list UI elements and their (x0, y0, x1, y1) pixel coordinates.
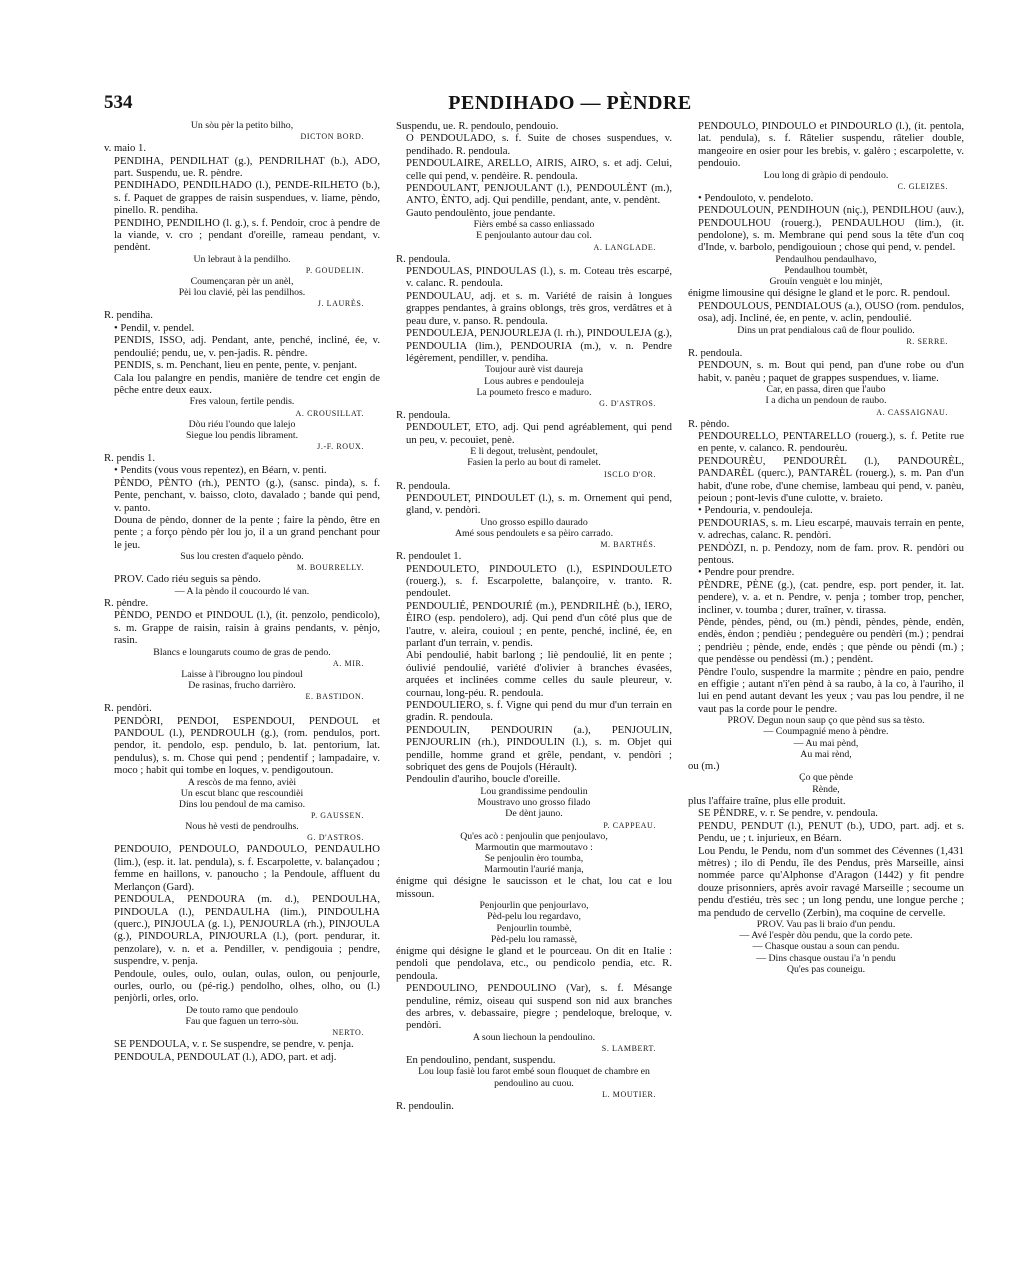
verse-quotation: Dins lou pendoul de ma camiso. (178, 799, 306, 811)
entry-paragraph: PENDOULET, ETO, adj. Qui pend agréablement, qui pend un peu, v. pecouiet, penè. (406, 421, 672, 446)
verse-quotation: Toujour aurè vist daureja (484, 364, 584, 376)
entry-paragraph: PENDOULAS, PINDOULAS (l.), s. m. Coteau très escarpé, v. calanc. R. pendoula. (406, 265, 672, 290)
text-columns (104, 120, 964, 1240)
verse-quotation: I a dicha un pendoun de raubo. (765, 395, 887, 407)
entry-paragraph: PENDIS, ISSO, adj. Pendant, ante, penché, incliné, ée, v. pendoulié; pendu, ue, v. pen-jadis. R. pèndre. (114, 334, 380, 359)
verse-quotation: PROV. Degun noun saup ço que pènd sus sa tèsto. (727, 715, 925, 727)
text-line: R. pendis 1. (104, 451, 156, 464)
verse-quotation: Dòu riéu l'oundo que lalejo (188, 418, 296, 430)
text-line: énigme qui désigne le gland et le pourceau. On dit en Italie : pendoli que pendolava, etc., ou pendicolo pendia, etc. R. pendoula. (396, 944, 672, 982)
verse-quotation: Car, en passa, diren que l'aubo (766, 384, 886, 396)
author-attribution: ISCLO D'OR. (603, 469, 656, 479)
entry-paragraph: PENDOURIAS, s. m. Lieu escarpé, mauvais terrain en pente, v. adrechas, calanc. R. pendòri. (698, 516, 964, 542)
author-attribution: S. LAMBERT. (601, 1043, 656, 1053)
entry-paragraph: En pendoulino, pendant, suspendu. (406, 1053, 556, 1066)
verse-quotation: Qu'es acò : penjoulin que penjoulavo, (460, 830, 608, 842)
verse-quotation: Pèd-pelu lou ramassè, (490, 933, 578, 945)
entry-paragraph: PENDOULAIRE, ARELLO, AIRIS, AIRO, s. et adj. Celui, celle qui pend, v. pendèire. R. pendoula. (406, 157, 672, 182)
verse-quotation: Marmoutin l'aurié manja, (484, 864, 584, 876)
verse-quotation: Penjourlin que penjourlavo, (479, 900, 589, 912)
text-line: R. pendiha. (104, 309, 153, 322)
entry-paragraph: PENDÒZI, n. p. Pendozy, nom de fam. prov. R. pendòri ou pentous. (698, 541, 964, 566)
verse-quotation: — Au mai pènd, (793, 737, 859, 749)
author-attribution: G. D'ASTROS. (599, 398, 656, 408)
entry-paragraph: PENDOULET, PINDOULET (l.), s. m. Ornement qui pend, gland, v. pendòri. (406, 491, 672, 517)
entry-paragraph: PENDOUIO, PENDOULO, PANDOULO, PENDAULHO (lim.), (esp. it. lat. pendula), s. f. Escarpolette, v. balançadou ; femme en haillons, v. panoucho ; la Pendoule, affluent du Merlançon (Gard). (114, 843, 380, 893)
verse-quotation: De touto ramo que pendoulo (185, 1004, 299, 1016)
entry-paragraph: • Pendits (vous vous repentez), en Béarn, v. penti. (114, 464, 327, 477)
verse-quotation: — Dins chasque oustau i'a 'n pendu (756, 952, 896, 964)
verse-quotation: — Avé l'espèr dòu pendu, que la cordo pete. (739, 930, 913, 942)
verse-quotation: De rasinas, frucho darrièro. (188, 680, 296, 692)
entry-paragraph: PENDOULIERO, s. f. Vigne qui pend du mur d'un terrain en gradin. R. pendoula. (406, 699, 672, 724)
verse-quotation: Laisse à l'ibrougno lou pindoul (181, 668, 303, 680)
verse-quotation: Uno grosso espillo daurado (480, 516, 588, 528)
entry-paragraph: PENDOUN, s. m. Bout qui pend, pan d'une robe ou d'un habit, v. panèu ; paquet de grappes suspendues, v. liame. (698, 359, 964, 384)
entry-paragraph: PENDOULA, PENDOULAT (l.), ADO, part. et adj. (114, 1050, 337, 1063)
entry-paragraph: PENDOULA, PENDOURA (m. d.), PENDOULHA, PINDOULA (l.), PENDAULHA (lim.), PINDOULHA (querc.), PINJOULA (g. l.), PENJOURLA (rh.), PINJOULA (g.), PINDOURLA, PINJOURLA (l.), (port. pendurar, it. penzolare), v. n. et a. Pendiller, v. pendigouia ; pendre, suspendre, v. penja. (114, 893, 380, 968)
verse-quotation: Pèi lou clavié, pèi las pendilhos. (178, 287, 306, 299)
author-attribution: P. GAUSSEN. (310, 811, 364, 821)
author-attribution: A. MIR. (332, 658, 364, 668)
author-attribution: P. GOUDELIN. (305, 266, 364, 276)
entry-paragraph: PENDOULIÉ, PENDOURIÉ (m.), PENDRILHÈ (b.), IERO, ÈIRO (esp. pendolero), adj. Qui pend d'un côté plus que de l'autre, v. aleira, couioul ; en pente, penché, incliné, ée, en parlant d'un terrain, v. pendis. (406, 599, 672, 650)
entry-paragraph: O PENDOULADO, s. f. Suite de choses suspendues, v. pendihado. R. pendoula. (406, 132, 672, 157)
verse-quotation: Fièrs embé sa casso enliassado (473, 219, 595, 231)
text-line: R. pèndo. (688, 417, 730, 430)
verse-quotation: Dins un prat pendialous caû de flour poulido. (737, 324, 915, 336)
text-line: R. pendòri. (104, 702, 152, 715)
verse-quotation: Fau que faguen un terro-sòu. (185, 1015, 299, 1027)
entry-paragraph: PENDU, PENDUT (l.), PENUT (b.), UDO, part. adj. et s. Pendu, ue ; t. injurieux, en Béarn. (698, 819, 964, 845)
entry-paragraph: Pèndre l'oulo, suspendre la marmite ; pèndre en paio, pendre en effigie ; autant n'i'en pènd à sa raubo, à la co, à l'auriho, il lui en pend autant devant les yeux ; vau pas lou pendre, il ne vaut pas la corde pour le pendre. (698, 665, 964, 715)
verse-quotation: Un sòu pèr la petito bilho, (190, 120, 294, 131)
entry-paragraph: PENDOULETO, PINDOULETO (l.), ESPINDOULETO (rouerg.), s. f. Escarpolette, balançoire, v. tranto. R. pendoulet. (406, 562, 672, 600)
entry-paragraph: • Pendil, v. pendel. (114, 321, 195, 334)
verse-quotation: Nous hè vesti de pendroulhs. (185, 821, 299, 833)
column-left (104, 120, 380, 1240)
entry-paragraph: Pendoule, oules, oulo, oulan, oulas, oulon, ou penjourle, ourles, ourlo, ou (pé-rig.) pendolho, olhes, olho, ou (l.) penjòrli, orles, orlo. (114, 967, 380, 1005)
verse-quotation: E li degout, trelusènt, pendoulet, (470, 446, 598, 458)
text-line: R. pendoula. (688, 346, 743, 359)
entry-paragraph: Pènde, pèndes, pènd, ou (m.) pèndi, pèndes, pènde, endèn, endès, èndon ; pendièu ; pendeguère ou pendèri (m.) ; pendrai ; pendrièu ; pènde, ende, endès ; que pènde ou pèndi (m.) ; que pendèsse ou pendèssi (m.) ; pendènt. (698, 616, 964, 666)
verse-quotation: Lou long di gràpio di pendoulo. (763, 169, 889, 181)
author-attribution: J.-F. ROUX. (317, 441, 364, 451)
verse-quotation: Penjourlin toumbè, (496, 922, 572, 934)
entry-paragraph: SE PENDOULA, v. r. Se suspendre, se pendre, v. penja. (114, 1038, 354, 1051)
entry-paragraph: • Pendre pour prendre. (698, 566, 795, 579)
entry-paragraph: PENDÒRI, PENDOI, ESPENDOUI, PENDOUL et PANDOUL (l.), PENDROULH (g.), (rom. pendulos, port. pendor, it. pendolo, esp. pendulo, b. lat. pentorium, lat. pendulus), s. m. Chose qui pend ; pendentif ; lampadaire, v. moco ; habit qui tombe en loques, v. pendigoutoun. (114, 714, 380, 777)
verse-quotation: Lous aubres e pendouleja (484, 375, 584, 387)
entry-paragraph: • Pendouloto, v. pendeloto. (698, 191, 814, 204)
verse-quotation: La poumeto fresco e maduro. (476, 386, 592, 398)
verse-quotation: De dènt jauno. (505, 808, 563, 820)
verse-quotation: Pendaulhou toumbèt, (784, 265, 868, 277)
author-attribution: L. MOUTIER. (602, 1089, 656, 1099)
text-line: ou (m.) (688, 760, 720, 773)
verse-quotation: Qu'es pas couneigu. (786, 963, 866, 975)
text-line: énigme limousine qui désigne le gland et le porc. R. pendoul. (688, 287, 951, 300)
entry-paragraph: PENDIHO, PENDILHO (l. g.), s. f. Pendoir, croc à pendre de la viande, v. cro ; pendant d'oreille, rameau pendant, v. pendènt. (114, 216, 380, 254)
author-attribution: E. BASTIDON. (305, 692, 364, 702)
verse-quotation: Siegue lou pendis librament. (185, 429, 299, 441)
verse-quotation: — Chasque oustau a soun can pendu. (752, 941, 900, 953)
entry-paragraph: PENDOULOUS, PENDIALOUS (a.), OUSO (rom. pendulos, osa), adj. Incliné, ée, en pente, v. aclin, pendoulié. (698, 299, 964, 325)
author-attribution: M. BOURRELLY. (296, 563, 364, 573)
entry-paragraph: PENDOULANT, PENJOULANT (l.), PENDOULÈNT (m.), ANTO, ÈNTO, adj. Qui pendille, pendant, ante, v. pendènt. (406, 182, 672, 207)
entry-paragraph: PENDOULAU, adj. et s. m. Variété de raisin à longues grappes pendantes, à grains oblongs, très gros, verdâtres et à peau dure, v. panso. R. pendoula. (406, 289, 672, 327)
text-line: R. pendoulin. (396, 1099, 454, 1112)
text-line: R. pendoula. (396, 408, 451, 421)
author-attribution: P. CAPPEAU. (603, 820, 656, 830)
verse-quotation: Pendaulhou pendaulhavo, (775, 253, 877, 265)
entry-paragraph: PENDOULO, PINDOULO et PINDOURLO (l.), (it. pentola, lat. pendula), s. f. Râtelier suspendu, râtelier double, mangeoire en osier pour les brebis, v. galèro ; escarpolette, v. pendouio. (698, 120, 964, 170)
text-line: R. pendoulet 1. (396, 550, 462, 563)
entry-paragraph: PENDIHADO, PENDILHADO (l.), PENDE-RILHETO (b.), s. f. Paquet de grappes de raisin suspendues, v. liame, pèndo, pinello. R. pendiha. (114, 179, 380, 217)
verse-quotation: Au mai rènd, (800, 748, 852, 760)
author-attribution: J. LAURÈS. (317, 299, 364, 309)
text-line: énigme qui désigne le saucisson et le chat, lou cat e lou missoun. (396, 875, 672, 900)
author-attribution: C. GLEIZES. (897, 181, 948, 191)
verse-quotation: Rènde, (812, 783, 840, 795)
verse-quotation: Ço que pènde (799, 772, 853, 784)
verse-quotation: Pèd-pelu lou regardavo, (487, 911, 581, 923)
verse-quotation: Marmoutin que marmoutavo : (475, 841, 593, 853)
entry-paragraph: PENDOURELLO, PENTARELLO (rouerg.), s. f. Petite rue en pente, v. calanco. R. pendourèu. (698, 429, 964, 455)
verse-quotation: E penjoulanto autour dau col. (476, 230, 592, 242)
verse-quotation: Se penjoulin èro toumba, (484, 852, 584, 864)
verse-quotation: Coumençaran pèr un anèl, (190, 276, 294, 288)
verse-quotation: Fasien la perlo au bout di ramelet. (467, 457, 601, 469)
author-attribution: G. D'ASTROS. (307, 833, 364, 843)
page-header (0, 92, 1024, 122)
running-title: PENDIHADO — PÈNDRE (448, 92, 692, 114)
verse-quotation: A rescòs de ma fenno, avièi (187, 776, 297, 788)
page-number: 534 (104, 92, 133, 113)
verse-quotation: A soun liechoun la pendoulino. (472, 1031, 596, 1043)
entry-paragraph: PENDIHA, PENDILHAT (g.), PENDRILHAT (b.), ADO, part. Suspendu, ue. R. pèndre. (114, 154, 380, 180)
entry-paragraph: PENDOULOUN, PENDIHOUN (niç.), PENDILHOU (auv.), PENDOULHOU (rouerg.), PENDAULHOU (lim.), (it. pendolone), s. m. Membrane qui pend sous la tête d'un coq d'Inde, v. barbolo, pendigouioun ; chose qui pend, v. pendel. (698, 204, 964, 254)
column-middle (396, 120, 672, 1240)
author-attribution: A. CROUSILLAT. (295, 408, 364, 418)
author-attribution: DICTON BORD. (300, 132, 364, 142)
verse-quotation: Sus lou cresten d'aquelo pèndo. (180, 551, 304, 563)
column-right (688, 120, 964, 1240)
author-attribution: A. CASSAIGNAU. (876, 407, 948, 417)
author-attribution: M. BARTHÉS. (600, 540, 656, 550)
text-line: plus l'affaire traîne, plus elle produit. (688, 794, 846, 807)
verse-quotation: Grouïn venguèt e lou minjèt, (769, 276, 883, 288)
verse-quotation: Fres valoun, fertile pendis. (189, 396, 295, 408)
entry-paragraph: PENDIS, s. m. Penchant, lieu en pente, pente, v. penjant. (114, 359, 357, 372)
verse-quotation: — A la pèndo il coucourdo lé van. (174, 585, 310, 597)
text-line: R. pendoula. (396, 479, 451, 492)
entry-paragraph: PÈNDRE, PÈNE (g.), (cat. pendre, esp. port pender, it. lat. pendere), v. a. et n. Pendre, v. penja ; tomber trop, pencher, incliner, v. toumba ; durer, traîner, v. tirassa. (698, 578, 964, 616)
entry-paragraph: PÈNDO, PÈNTO (rh.), PENTO (g.), (sansc. pinda), s. f. Pente, penchant, v. baisso, cloto, davalado ; bande qui pend, v. panto. (114, 476, 380, 514)
text-line: Suspendu, ue. R. pendoulo, pendouio. (396, 120, 559, 132)
text-line: R. pèndre. (104, 596, 149, 609)
verse-quotation: Lou grandissime pendoulin (480, 785, 588, 797)
entry-paragraph: Gauto pendoulènto, joue pendante. (406, 206, 556, 219)
author-attribution: A. LANGLADE. (593, 242, 656, 252)
entry-paragraph: PENDOULIN, PENDOURIN (a.), PENJOULIN, PENJOURLIN (rh.), PINDOULIN (l.), s. m. Objet qui pendille, homme grand et grêle, pendant, v. pendòri ; sobriquet des gens de Poujols (Hérault). (406, 723, 672, 774)
verse-quotation: Blancs e loungaruts coumo de gras de pendo. (153, 646, 331, 658)
entry-paragraph: Cala lou palangre en pendis, manière de tendre cet engin de pêche entre deux eaux. (114, 371, 380, 396)
text-line: v. maio 1. (104, 142, 147, 155)
verse-quotation: PROV. Vau pas li braio d'un pendu. (756, 918, 896, 930)
entry-paragraph: PENDOURÈU, PENDOURÈL (l.), PANDOURÈL, PANDARÈL (querc.), PANTARÈL (rouerg.), s. m. Pan d'un habit, d'une robe, d'une chemise, lambeau qui pend, v. panèu, peioun ; pont-levis d'une culotte, v. braieto. (698, 454, 964, 504)
entry-paragraph: • Pendouria, v. pendouleja. (698, 504, 813, 517)
entry-paragraph: Douna de pèndo, donner de la pente ; faire la pèndo, être en pente ; a forço pèndo pèr lou jo, il a un grand penchant pour le jeu. (114, 513, 380, 551)
entry-paragraph: SE PÈNDRE, v. r. Se pendre, v. pendoula. (698, 807, 878, 820)
entry-paragraph: Pendoulin d'auriho, boucle d'oreille. (406, 773, 561, 786)
verse-quotation: — Coumpagnié meno à pèndre. (763, 726, 889, 738)
verse-quotation: Amé sous pendoulets e sa pèiro carrado. (454, 527, 614, 539)
entry-paragraph: Lou Pendu, le Pendu, nom d'un sommet des Cévennes (1,431 mètres) ; ilo di Pendu, île des Pendus, près Marseille, ainsi nommée parce qu'Alphonse d'Aragon (1442) y fit pendre douze prisonniers, après avoir ravagé Marseille ; secoume un pendu d'estiéu, très sec ; un long pendu, une longue perche ; ma pendudo de cervello (Zerbin), ma coquine de cervelle. (698, 844, 964, 919)
author-attribution: R. SERRE. (906, 336, 948, 346)
entry-paragraph: Abi pendoulié, habit barlong ; liè pendoulié, lit en pente ; óulivié pendoulié, variété d'olivier à branches évasées, arquées et inclinées comme celles du saule pleureur, v. cournau, long-péu. R. pendoula. (406, 649, 672, 699)
verse-quotation: Un lebraut à la pendilho. (193, 253, 291, 265)
verse-quotation: Moustravo uno grosso filado (477, 797, 591, 809)
verse-quotation: Un escut blanc que rescoundièi (180, 787, 304, 799)
entry-paragraph: PENDOULINO, PENDOULINO (Var), s. f. Mésange penduline, rémiz, oiseau qui suspend son nid aux branches des arbres, v. debassaire, piegre ; pendeloque, breloque, v. pendòri. (406, 982, 672, 1032)
verse-quotation: Lou loup fasiè lou farot embé soun flouquet de chambre en pendoulino au cuou. (418, 1066, 650, 1089)
entry-paragraph: PENDOULEJA, PENJOURLEJA (l. rh.), PINDOULEJA (g.), PENDOULIA (lim.), PENDOURIA (m.), v. n. Pendre légèrement, pendiller, v. pendiha. (406, 327, 672, 364)
entry-paragraph: PROV. Cado riéu seguis sa pèndo. (114, 573, 261, 586)
author-attribution: NERTO. (332, 1028, 364, 1038)
entry-paragraph: PÈNDO, PENDO et PINDOUL (l.), (it. penzolo, pendicolo), s. m. Grappe de raisin, raisin à grains pendants, v. pènjo, rasin. (114, 609, 380, 647)
text-line: R. pendoula. (396, 252, 451, 265)
